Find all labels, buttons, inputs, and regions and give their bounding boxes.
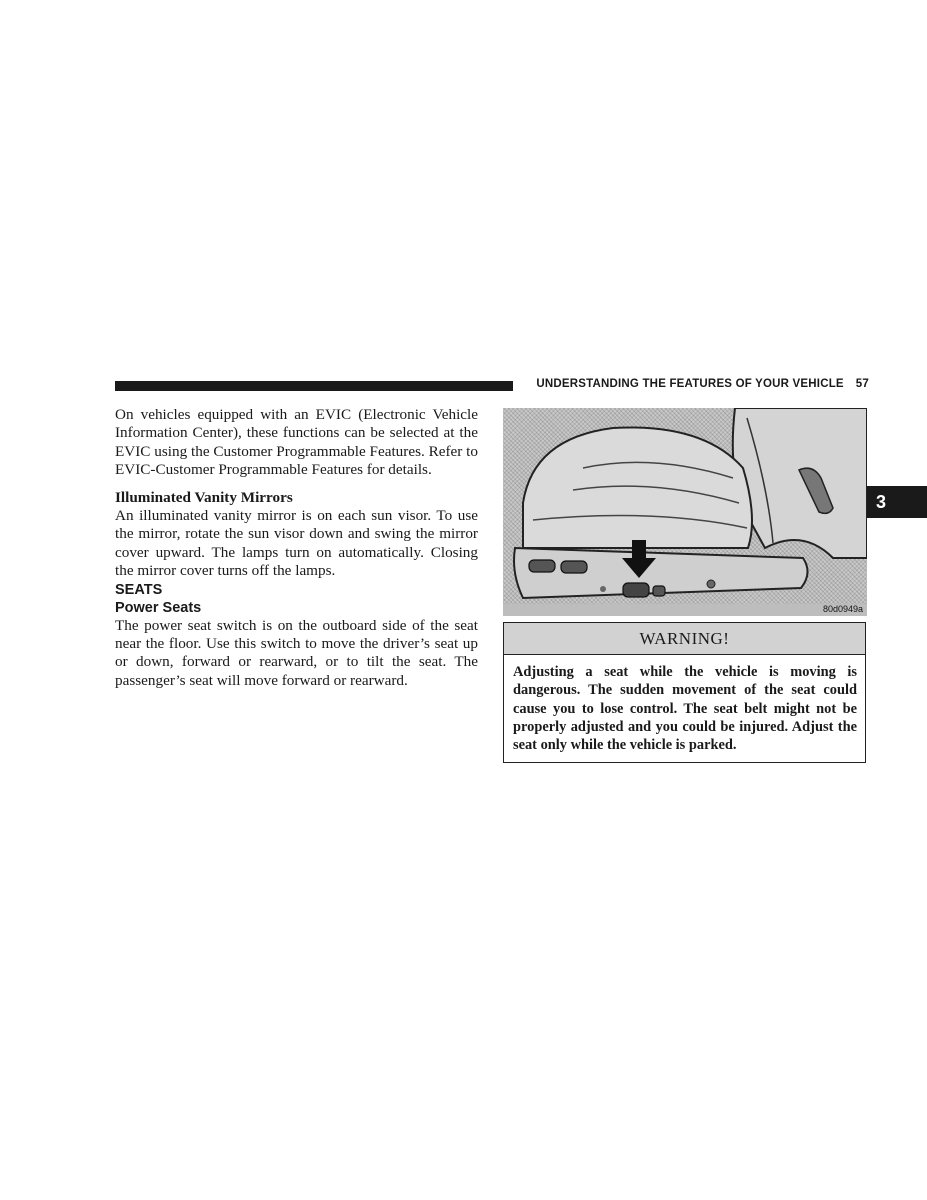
seat-cushion-shape — [523, 428, 752, 549]
figure-code: 80d0949a — [822, 604, 863, 614]
trim-screw-1 — [600, 586, 606, 592]
power-seats-heading: Power Seats — [115, 599, 202, 616]
power-seat-switch-icon — [623, 583, 649, 597]
trim-screw-2 — [707, 580, 715, 588]
running-title: UNDERSTANDING THE FEATURES OF YOUR VEHICLE — [536, 378, 844, 390]
chapter-tab-label: 3 — [876, 492, 887, 512]
seats-heading: SEATS — [115, 581, 163, 598]
power-seats-paragraph: The power seat switch is on the outboard side of the seat near the floor. Use this switch to move the driver’s seat up or down, forward or rearward, or to tilt the seat. The passenger’s seat will move forward or rearward. — [115, 616, 478, 689]
header-rule — [115, 381, 513, 391]
chapter-tab — [867, 486, 927, 518]
intro-paragraph: On vehicles equipped with an EVIC (Electronic Vehicle Information Center), these functions can be selected at the EVIC using the Customer Programmable Features. Refer to EVIC-Customer Programmable Features for details. — [115, 406, 478, 479]
vanity-mirrors-heading: Illuminated Vanity Mirrors — [115, 488, 293, 506]
power-seat-switch-illustration — [503, 408, 867, 616]
running-header — [523, 378, 869, 396]
seat-back-shape — [733, 408, 867, 558]
warning-title: WARNING! — [504, 623, 865, 655]
page-number: 57 — [855, 378, 869, 390]
tilt-switch-icon — [653, 586, 665, 596]
seat-control-button-2 — [561, 561, 587, 573]
warning-box — [503, 622, 866, 763]
vanity-mirrors-paragraph: An illuminated vanity mirror is on each sun visor. To use the mirror, rotate the sun visor down and swing the mirror cover upward. The lamps turn on automatically. Closing the mirror cover turns off the lamps. — [115, 507, 478, 580]
seat-control-button-1 — [529, 560, 555, 572]
left-column — [115, 406, 478, 690]
seat-drawing — [503, 408, 867, 616]
warning-text: Adjusting a seat while the vehicle is moving is dangerous. The sudden movement of the seat could cause you to lose control. The seat belt might not be properly adjusted and you could be injured. Adjust the seat only while the vehicle is parked. — [513, 664, 857, 754]
floor-area — [503, 604, 867, 616]
